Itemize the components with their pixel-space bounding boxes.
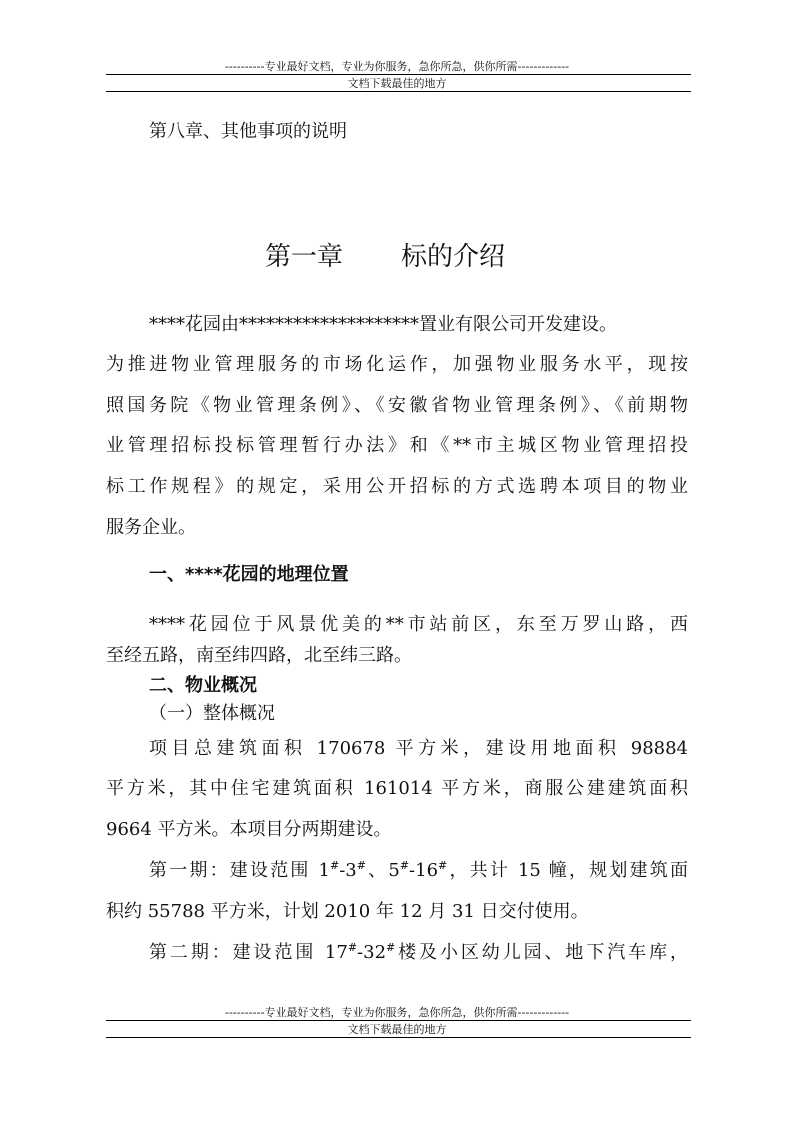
section-2-line-2: 平方米，其中住宅建筑面积 161014 平方米，商服公建建筑面积 — [106, 778, 688, 799]
section-2-line-3: 9664 平方米。本项目分两期建设。 — [106, 819, 392, 840]
chapter-title: 标的介绍 — [401, 242, 506, 272]
header-subtitle: 文档下载最佳的地方 — [347, 77, 447, 90]
intro-line-3-wrap — [106, 395, 688, 417]
intro-line-3: 照国务院《物业管理条例》、《安徽省物业管理条例》、《前期物 — [106, 395, 688, 416]
phase-2-summary: 楼及小区幼儿园、地下汽车库， — [395, 942, 688, 963]
section-2-line-2-wrap — [106, 778, 688, 800]
intro-line-4: 业管理招标投标管理暂行办法》和《**市主城区物业管理招投 — [106, 435, 688, 456]
header-tagline: ----------专业最好文档，专业为你服务，急你所急，供你所需------------- — [224, 60, 570, 73]
phase-1-line-1 — [149, 860, 688, 882]
section-2-title: 二、物业概况 — [149, 675, 257, 696]
phase-1-range-a-end: -3 — [339, 860, 357, 881]
phase-2-range-end: -32 — [357, 942, 387, 963]
building-mark: # — [386, 941, 396, 954]
chapter-number: 第一章 — [265, 242, 344, 272]
section-2-line-1: 项目总建筑面积 170678 平方米，建设用地面积 98884 — [149, 738, 688, 759]
intro-line-2: 为推进物业管理服务的市场化运作，加强物业服务水平，现按 — [106, 354, 688, 375]
section-2-subtitle: （一）整体概况 — [149, 703, 275, 724]
section-2-line-1-wrap — [149, 738, 688, 760]
building-mark: # — [356, 859, 366, 872]
intro-line-6: 服务企业。 — [106, 517, 196, 538]
footer-subtitle: 文档下载最佳的地方 — [347, 1023, 447, 1036]
section-1-line-2: 至经五路，南至纬四路，北至纬三路。 — [106, 645, 412, 666]
header-rule — [106, 74, 691, 75]
phase-2-range-start: 第二期：建设范围 17 — [149, 942, 348, 963]
chapter-heading — [265, 241, 505, 273]
section-1-title: 一、****花园的地理位置 — [149, 564, 349, 585]
intro-line-4-wrap — [106, 435, 688, 457]
phase-2-line-1 — [149, 942, 688, 964]
footer-rule-bottom — [106, 1037, 691, 1038]
footer-rule — [106, 1020, 691, 1021]
building-mark: # — [399, 859, 410, 872]
header-rule-bottom — [106, 91, 691, 92]
phase-2-line-1-wrap — [149, 942, 688, 964]
toc-item: 第八章、其他事项的说明 — [149, 121, 347, 142]
footer-tagline: ----------专业最好文档，专业为你服务，急你所急，供你所需------------- — [224, 1006, 570, 1019]
phase-1-range-b-start: 、5 — [365, 860, 400, 881]
building-mark: # — [347, 941, 358, 954]
intro-line-5-wrap — [106, 476, 688, 498]
phase-1-line-1-wrap — [149, 860, 688, 882]
section-1-line-1-wrap — [149, 614, 688, 636]
phase-1-line-2: 积约 55788 平方米，计划 2010 年 12 月 31 日交付使用。 — [106, 901, 589, 922]
intro-line-2-wrap — [106, 354, 688, 376]
building-mark: # — [329, 859, 340, 872]
section-1-line-1: ****花园位于风景优美的**市站前区，东至万罗山路，西 — [149, 614, 688, 635]
phase-1-range-start: 第一期：建设范围 1 — [149, 860, 330, 881]
building-mark: # — [438, 859, 448, 872]
intro-line-5: 标工作规程》的规定，采用公开招标的方式选聘本项目的物业 — [106, 476, 688, 497]
phase-1-summary: ，共计 15 幢，规划建筑面 — [447, 860, 688, 881]
phase-1-range-b-end: -16 — [409, 860, 439, 881]
intro-line-1: ****花园由********************置业有限公司开发建设。 — [149, 314, 617, 335]
